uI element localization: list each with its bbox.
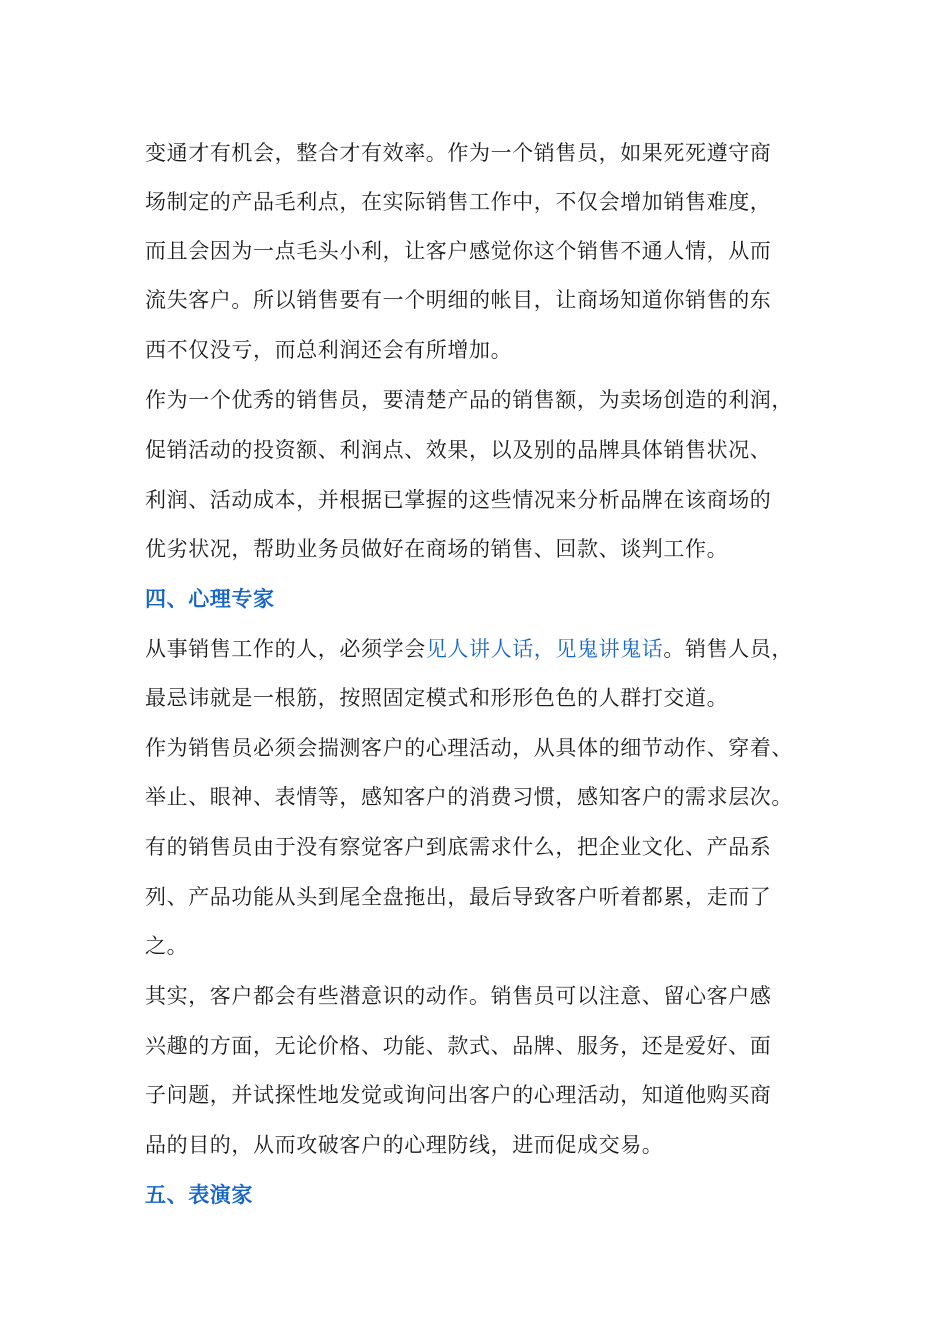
paragraph-5-line-1: 其实，客户都会有些潜意识的动作。销售员可以注意、留心客户感 [145, 984, 772, 1008]
paragraph-2-line-4: 优劣状况，帮助业务员做好在商场的销售、回款、谈判工作。 [145, 537, 729, 561]
paragraph-2-line-1: 作为一个优秀的销售员，要清楚产品的销售额，为卖场创造的利润， [145, 388, 793, 412]
paragraph-3-text-before: 从事销售工作的人，必须学会 [145, 637, 426, 661]
paragraph-5-line-4: 品的目的，从而攻破客户的心理防线，进而促成交易。 [145, 1133, 664, 1157]
paragraph-1-line-4: 流失客户。所以销售要有一个明细的帐目，让商场知道你销售的东 [145, 288, 772, 312]
paragraph-1-line-2: 场制定的产品毛利点，在实际销售工作中，不仅会增加销售难度， [145, 190, 772, 214]
section-heading-performer: 五、表演家 [145, 1182, 253, 1207]
paragraph-1-line-1: 变通才有机会，整合才有效率。作为一个销售员，如果死死遵守商 [145, 141, 772, 165]
paragraph-4-line-3: 有的销售员由于没有察觉客户到底需求什么，把企业文化、产品系 [145, 835, 772, 859]
paragraph-3-line-2: 最忌讳就是一根筋，按照固定模式和形形色色的人群打交道。 [145, 686, 729, 710]
paragraph-2-line-3: 利润、活动成本，并根据已掌握的这些情况来分析品牌在该商场的 [145, 488, 772, 512]
paragraph-4-line-1: 作为销售员必须会揣测客户的心理活动，从具体的细节动作、穿着、 [145, 736, 793, 760]
paragraph-2-line-2: 促销活动的投资额、利润点、效果，以及别的品牌具体销售状况、 [145, 438, 772, 462]
paragraph-4-line-2: 举止、眼神、表情等，感知客户的消费习惯，感知客户的需求层次。 [145, 785, 793, 809]
paragraph-3-line-1 [145, 634, 793, 664]
paragraph-4-line-5: 之。 [145, 934, 189, 958]
paragraph-4-line-4: 列、产品功能从头到尾全盘拖出，最后导致客户听着都累，走而了 [145, 885, 772, 909]
paragraph-5-line-3: 子问题，并试探性地发觉或询问出客户的心理活动，知道他购买商 [145, 1083, 772, 1107]
section-heading-psychology-expert: 四、心理专家 [145, 586, 275, 611]
paragraph-5-line-2: 兴趣的方面，无论价格、功能、款式、品牌、服务，还是爱好、面 [145, 1034, 772, 1058]
highlighted-phrase: 见人讲人话，见鬼讲鬼话 [425, 637, 664, 661]
paragraph-3-text-after: 。销售人员， [663, 637, 794, 661]
paragraph-1-line-5: 西不仅没亏，而总利润还会有所增加。 [145, 338, 513, 362]
paragraph-1-line-3: 而且会因为一点毛头小利，让客户感觉你这个销售不通人情，从而 [145, 239, 772, 263]
